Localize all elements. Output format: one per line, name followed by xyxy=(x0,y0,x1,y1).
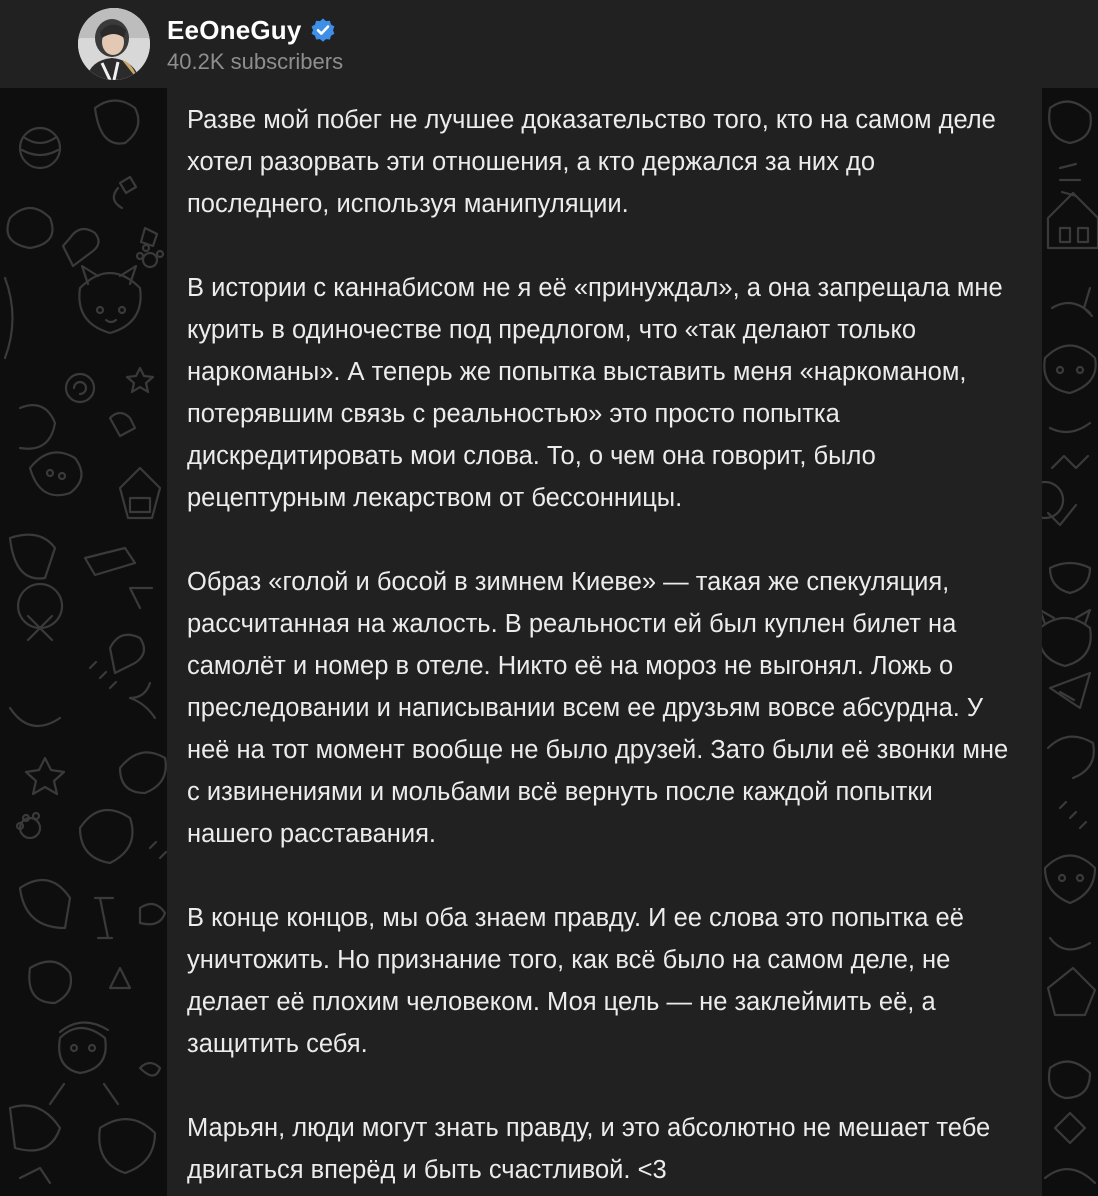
avatar-photo-icon[interactable] xyxy=(78,8,150,80)
post-paragraph-5: Марьян, люди могут знать правду, и это абсолютно не мешает тебе двигаться вперёд и быть счастливой. <3 xyxy=(187,1114,991,1184)
post-paragraph-4: В конце концов, мы оба знаем правду. И ее слова это попытка её уничтожить. Но признание того, как всё было на самом деле, не делает её плохим человеком. Моя цель — не заклеймить её, а защитить себя. xyxy=(187,904,964,1058)
post-card xyxy=(167,88,1042,1196)
post-paragraph-2: В истории с каннабисом не я её «принуждал», а она запрещала мне курить в одиночестве под предлогом, что «так делают только наркоманы». А теперь же попытка выставить меня «наркоманом, потерявшим связь с реальностью» это просто попытка дискредитировать мои слова. То, о чем она говорит, было рецептурным лекарством от бессонницы. xyxy=(187,274,1003,512)
channel-name[interactable]: EeOneGuy xyxy=(167,14,302,45)
channel-header[interactable] xyxy=(0,0,1098,88)
post-paragraph-1: Разве мой побег не лучшее доказательство того, кто на самом деле хотел разорвать эти отношения, а кто держался за них до последнего, используя манипуляции. xyxy=(187,106,996,218)
subscriber-count: 40.2K subscribers xyxy=(167,49,344,74)
channel-name-row xyxy=(167,13,343,47)
post-paragraph-3: Образ «голой и босой в зимнем Киеве» — такая же спекуляция, рассчитанная на жалость. В реальности ей был куплен билет на самолёт и номер в отеле. Никто её на мороз не выгонял. Ложь о преследовании и написывании всем ее друзьям вовсе абсурдна. У неё на тот момент вообще не было друзей. Зато были её звонки мне с извинениями и мольбами всё вернуть после каждой попытки нашего расставания. xyxy=(187,568,1009,848)
verified-badge-icon xyxy=(310,17,336,43)
channel-info xyxy=(167,13,343,75)
